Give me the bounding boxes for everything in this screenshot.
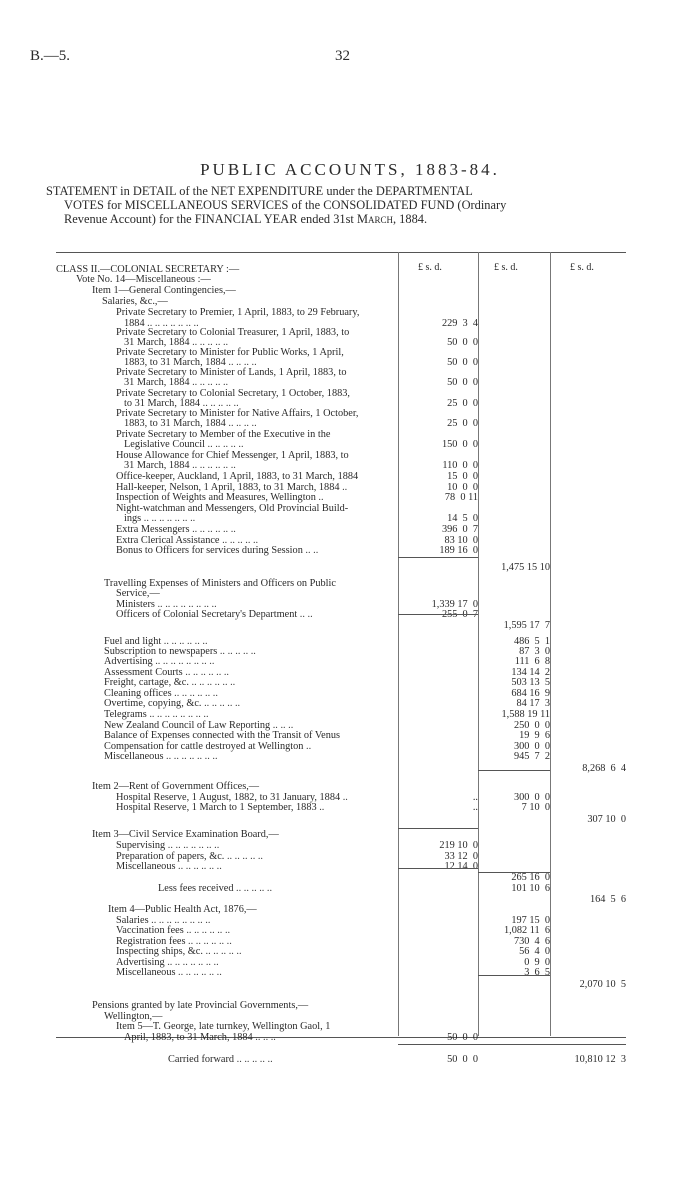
- subtotal-rule: [398, 868, 478, 869]
- line-item-label: Registration fees: [116, 936, 186, 947]
- amount-cell: 14 5 0: [447, 513, 478, 524]
- line-item-label: Item 3—Civil Service Examination Board,—: [92, 829, 279, 840]
- line-item: [124, 460, 236, 471]
- line-item: [116, 861, 222, 872]
- amount-cell: 110 0 0: [442, 460, 478, 471]
- leader-dots: .. .. .. .. .. .. ..: [165, 840, 220, 851]
- column-heading-1: £ s. d.: [418, 262, 442, 273]
- line-item-label: Bonus to Officers for services during Session: [116, 545, 303, 556]
- leader-dots: .. .. .. ..: [225, 357, 257, 368]
- leader-dots: .. .. .. .. ..: [217, 646, 256, 657]
- line-item: [168, 1054, 273, 1065]
- line-item-label: Private Secretary to Minister for Public Works, 1 April,: [116, 347, 344, 358]
- line-item: [92, 829, 279, 840]
- amount-cell: 8,268 6 4: [582, 763, 626, 774]
- line-item-label: Officers of Colonial Secretary's Department: [116, 609, 298, 620]
- leader-dots: ..: [303, 741, 312, 752]
- amount-cell: 1,595 17 7: [503, 620, 550, 631]
- amount-cell: 101 10 6: [511, 883, 550, 894]
- report-code: B.—5.: [30, 48, 71, 64]
- amount-cell: 684 16 9: [511, 688, 550, 699]
- amount-cell: 189 16 0: [439, 545, 478, 556]
- line-item-label: Item 4—Public Health Act, 1876,—: [108, 904, 257, 915]
- line-item: [104, 698, 240, 709]
- subtotal-rule: [398, 828, 478, 829]
- line-item: [124, 1032, 276, 1043]
- amount-cell: 12 14 0: [444, 861, 478, 872]
- leader-dots: .. .. .. .. .. ..: [182, 667, 230, 678]
- line-item: [92, 1000, 308, 1011]
- line-item: [104, 709, 209, 720]
- subtotal-rule: [398, 1044, 478, 1045]
- line-item-label: Fuel and light: [104, 636, 162, 647]
- amount-cell: 134 14 2: [511, 667, 550, 678]
- line-item-label: Salaries: [116, 915, 149, 926]
- amount-cell: 25 0 0: [447, 418, 478, 429]
- intro-month: March: [356, 212, 393, 226]
- line-item-label: CLASS II.—COLONIAL SECRETARY :—: [56, 264, 240, 275]
- amount-cell: 111 6 8: [514, 656, 550, 667]
- line-item: [116, 307, 359, 318]
- leader-dots: .. .. .. .. .. .. .. ..: [146, 709, 209, 720]
- line-item-label: Vaccination fees: [116, 925, 184, 936]
- line-item-label: New Zealand Council of Law Reporting: [104, 720, 271, 731]
- amount-cell: 25 0 0: [447, 398, 478, 409]
- line-item-label: Vote No. 14—Miscellaneous :—: [76, 274, 211, 285]
- intro-line-3c: , 1884.: [392, 212, 428, 226]
- amount-cell: 1,339 17 0: [431, 599, 478, 610]
- leader-dots: .. .. .. .. .. .. ..: [163, 751, 218, 762]
- line-item-label: to 31 March, 1884: [124, 398, 201, 409]
- amount-cell: 164 5 6: [589, 894, 626, 905]
- amount-cell: 219 10 0: [439, 840, 478, 851]
- line-item-label: Hospital Reserve, 1 August, 1882, to 31 January, 1884: [116, 792, 341, 803]
- line-item-label: 1883, to 31 March, 1884: [124, 418, 226, 429]
- amount-cell: 0 9 0: [524, 957, 550, 968]
- line-item: [124, 418, 257, 429]
- leader-dots: .. .. .. .. ..: [202, 946, 242, 957]
- line-item: [104, 751, 218, 762]
- amount-cell: 229 3 4: [441, 318, 478, 329]
- subtotal-rule: [398, 557, 478, 558]
- line-item-label: 1883, to 31 March, 1884: [124, 357, 226, 368]
- leader-dots: ..: [315, 492, 324, 503]
- intro-line-1: STATEMENT in DETAIL of the NET EXPENDITURE under the DEPARTMENTAL: [46, 184, 473, 198]
- line-item-label: Private Secretary to Minister for Native Affairs, 1 October,: [116, 408, 359, 419]
- page-title: PUBLIC ACCOUNTS, 1883-84.: [200, 160, 500, 179]
- line-item-label: 1884: [124, 318, 145, 329]
- amount-cell: 7 10 0: [521, 802, 550, 813]
- line-item-label: Extra Clerical Assistance: [116, 535, 220, 546]
- line-item: [116, 545, 318, 556]
- line-item-label: 31 March, 1884: [124, 377, 190, 388]
- leader-dots: .. .. .. .. .. .. ..: [164, 957, 219, 968]
- leader-dots: .. .. .. .. .. .. .. ..: [152, 656, 215, 667]
- leader-dots: .. .. .. .. .. ..: [188, 677, 236, 688]
- line-item-label: Hospital Reserve, 1 March to 1 September, 1883: [116, 802, 317, 813]
- line-item-label: Ministers: [116, 599, 155, 610]
- line-item-label: Night-watchman and Messengers, Old Provincial Build-: [116, 503, 349, 514]
- amount-cell: 50 0 0: [447, 1032, 478, 1043]
- line-item-label: Item 1—General Contingencies,—: [92, 285, 236, 296]
- line-item-label: Private Secretary to Premier, 1 April, 1883, to 29 February,: [116, 307, 360, 318]
- amount-cell: 56 4 0: [519, 946, 550, 957]
- line-item-label: Overtime, copying, &c.: [104, 698, 202, 709]
- line-item: [108, 904, 257, 915]
- line-item: [116, 524, 236, 535]
- line-item-label: Assessment Courts: [104, 667, 183, 678]
- subtotal-rule: [478, 975, 550, 976]
- leader-dots: .. .. .. .. ..: [201, 698, 241, 709]
- line-item-label: House Allowance for Chief Messenger, 1 April, 1883, to: [116, 450, 349, 461]
- amount-cell: 84 17 3: [516, 698, 550, 709]
- subtotal-rule: [398, 614, 478, 615]
- amount-cell: 3 6 5: [524, 967, 550, 978]
- amount-cell: 486 5 1: [513, 636, 550, 647]
- amount-cell: 78 0 11: [444, 492, 478, 503]
- intro-line-2: VOTES for MISCELLANEOUS SERVICES of the CONSOLIDATED FUND (Ordinary: [64, 198, 507, 212]
- line-item-label: Miscellaneous: [104, 751, 164, 762]
- line-item-label: Cleaning offices: [104, 688, 172, 699]
- line-item-label: Balance of Expenses connected with the Transit of Venus: [104, 730, 341, 741]
- line-item-label: Inspection of Weights and Measures, Wellington: [116, 492, 316, 503]
- line-item: [116, 471, 358, 482]
- amount-cell: 83 10 0: [444, 535, 478, 546]
- subtotal-rule: [478, 872, 550, 873]
- amount-cell: 10 0 0: [447, 482, 478, 493]
- column-heading-2: £ s. d.: [494, 262, 518, 273]
- amount-cell: 945 7 2: [513, 751, 550, 762]
- line-item-label: Less fees received: [158, 883, 234, 894]
- statement-intro: [46, 184, 658, 226]
- line-item-label: Supervising: [116, 840, 166, 851]
- amount-cell: 300 0 0: [513, 792, 550, 803]
- line-item-label: ings: [124, 513, 142, 524]
- leader-dots: .. .. .. .. ..: [233, 883, 273, 894]
- line-item: [116, 492, 324, 503]
- line-item-label: Salaries, &c.,—: [102, 296, 168, 307]
- leader-dots: .. .. ..: [270, 720, 294, 731]
- line-item-label: Legislative Council: [124, 439, 205, 450]
- line-item-label: Carried forward: [168, 1054, 235, 1065]
- amount-cell: 50 0 0: [447, 1054, 478, 1065]
- amount-cell: 265 16 0: [511, 872, 550, 883]
- line-item-label: 31 March, 1884: [124, 460, 190, 471]
- leader-dots: .. .. .. .. .. ..: [189, 460, 236, 471]
- leader-dots: .. .. .. .. ..: [189, 377, 229, 388]
- leader-dots: .. ..: [297, 609, 313, 620]
- line-item-label: Freight, cartage, &c.: [104, 677, 189, 688]
- leader-dots: .. .. .. .. ..: [219, 535, 259, 546]
- amount-cell: 396 0 7: [441, 524, 478, 535]
- line-item: [116, 925, 230, 936]
- line-item-label: Private Secretary to Minister of Lands, 1 April, 1883, to: [116, 367, 347, 378]
- amount-cell: 197 15 0: [511, 915, 550, 926]
- amount-cell: 250 0 0: [513, 720, 550, 731]
- line-item: [116, 802, 324, 813]
- line-item-label: Office-keeper, Auckland, 1 April, 1883, to 31 March, 1884: [116, 471, 359, 482]
- leader-dots: ..: [316, 802, 325, 813]
- subtotal-rule: [478, 1044, 550, 1045]
- line-item-label: 31 March, 1884: [124, 337, 190, 348]
- amount-cell: 150 0 0: [441, 439, 478, 450]
- line-item-label: Subscription to newspapers: [104, 646, 218, 657]
- leader-dots: .. ..: [302, 545, 319, 556]
- line-item-label: Advertising: [104, 656, 153, 667]
- leader-dots: .. .. .. .. ..: [189, 337, 229, 348]
- line-item: [116, 967, 222, 978]
- leader-dots: .. .. .. .. .. .. ..: [141, 513, 196, 524]
- line-item: [92, 285, 236, 296]
- leader-dots: .. .. .. .. ..: [204, 439, 244, 450]
- line-item-label: Miscellaneous: [116, 861, 176, 872]
- line-item: [92, 781, 259, 792]
- column-heading-3: £ s. d.: [570, 262, 594, 273]
- amount-cell: 15 0 0: [447, 471, 478, 482]
- line-item-label: Hall-keeper, Nelson, 1 April, 1883, to 31 March, 1884: [116, 482, 340, 493]
- leader-dots: ..: [340, 792, 348, 803]
- line-item: [116, 946, 242, 957]
- line-item-label: Compensation for cattle destroyed at Wellington: [104, 741, 304, 752]
- amount-cell: 50 0 0: [447, 337, 478, 348]
- line-item-label: Item 5—T. George, late turnkey, Wellington Gaol, 1: [116, 1021, 331, 1032]
- amount-cell: 19 9 6: [519, 730, 550, 741]
- leader-dots: .. .. .. .. .. .. ..: [144, 318, 199, 329]
- line-item-label: Travelling Expenses of Ministers and Officers on Public: [104, 578, 336, 589]
- amount-cell: 33 12 0: [444, 851, 478, 862]
- line-item: [124, 439, 244, 450]
- leader-dots: .. .. .. .. ..: [224, 851, 263, 862]
- amount-cell: 87 3 0: [519, 646, 550, 657]
- leader-dots: .. .. .. .. .. .. .. ..: [148, 915, 211, 926]
- line-item: [104, 677, 235, 688]
- leader-dots: .. .. .. .. ..: [234, 1054, 273, 1065]
- line-item-label: Wellington,—: [104, 1011, 163, 1022]
- line-item: [116, 588, 160, 599]
- column-divider: [478, 252, 479, 1036]
- line-item-label: Private Secretary to Member of the Executive in the: [116, 429, 331, 440]
- amount-cell: 1,082 11 6: [504, 925, 550, 936]
- line-item-label: Preparation of papers, &c.: [116, 851, 225, 862]
- line-item-label: Inspecting ships, &c.: [116, 946, 203, 957]
- line-item: [102, 296, 168, 307]
- line-item-label: April, 1883, to 31 March, 1884: [124, 1032, 253, 1043]
- leader-dots: .. .. .. .. .. ..: [185, 936, 232, 947]
- intro-line-3: [46, 212, 658, 226]
- line-item: [116, 1021, 330, 1032]
- page-number: 32: [335, 48, 350, 64]
- line-item: [104, 656, 214, 667]
- line-item-label: Extra Messengers: [116, 524, 190, 535]
- leader-dots: .. .. .. .. .. .. .. ..: [154, 599, 217, 610]
- amount-cell: 300 0 0: [513, 741, 550, 752]
- amount-cell: 730 4 6: [513, 936, 550, 947]
- leader-dots: .. .. ..: [252, 1032, 276, 1043]
- line-item: [124, 513, 195, 524]
- amount-cell: 50 0 0: [447, 377, 478, 388]
- amount-cell: 503 13 5: [511, 677, 550, 688]
- column-divider: [398, 252, 399, 1036]
- line-item: [104, 730, 340, 741]
- leader-dots: .. .. .. ..: [225, 418, 257, 429]
- line-item: [116, 840, 219, 851]
- amount-cell: 50 0 0: [447, 357, 478, 368]
- line-item-label: Miscellaneous: [116, 967, 176, 978]
- line-item-label: Service,—: [116, 588, 160, 599]
- line-item: [124, 377, 228, 388]
- leader-dots: .. .. .. .. .. ..: [189, 524, 236, 535]
- amount-cell: 255 0 7: [441, 609, 478, 620]
- intro-line-3a: Revenue Account) for the FINANCIAL YEAR ended 31st: [64, 212, 357, 226]
- line-item-label: Telegrams: [104, 709, 147, 720]
- line-item-label: Private Secretary to Colonial Treasurer, 1 April, 1883, to: [116, 327, 350, 338]
- leader-dots: .. .. .. .. ..: [200, 398, 239, 409]
- amount-cell: 1,588 19 11: [501, 709, 550, 720]
- leader-dots: .. .. .. .. .. ..: [183, 925, 231, 936]
- line-item-label: Advertising: [116, 957, 165, 968]
- leader-dots: ..: [339, 482, 348, 493]
- line-item: [158, 883, 272, 894]
- amount-cell: 10,810 12 3: [574, 1054, 626, 1065]
- subtotal-rule: [478, 770, 550, 771]
- leader-dots: .. .. .. .. .. ..: [175, 967, 222, 978]
- amount-cell: ..: [472, 802, 478, 813]
- leader-dots: .. .. .. .. .. ..: [171, 688, 218, 699]
- amount-cell: 1,475 15 10: [501, 562, 550, 573]
- leader-dots: .. .. .. .. .. ..: [161, 636, 208, 647]
- subtotal-rule: [550, 1044, 626, 1045]
- line-item: [76, 274, 211, 285]
- line-item-label: Pensions granted by late Provincial Governments,—: [92, 1000, 309, 1011]
- line-item: [116, 609, 313, 620]
- amount-cell: ..: [472, 792, 478, 803]
- amount-cell: 307 10 0: [587, 814, 626, 825]
- amount-cell: 2,070 10 5: [579, 979, 626, 990]
- column-divider: [550, 252, 551, 1036]
- leader-dots: .. .. .. .. .. ..: [175, 861, 222, 872]
- line-item-label: Item 2—Rent of Government Offices,—: [92, 781, 260, 792]
- line-item-label: Private Secretary to Colonial Secretary, 1 October, 1883,: [116, 388, 350, 399]
